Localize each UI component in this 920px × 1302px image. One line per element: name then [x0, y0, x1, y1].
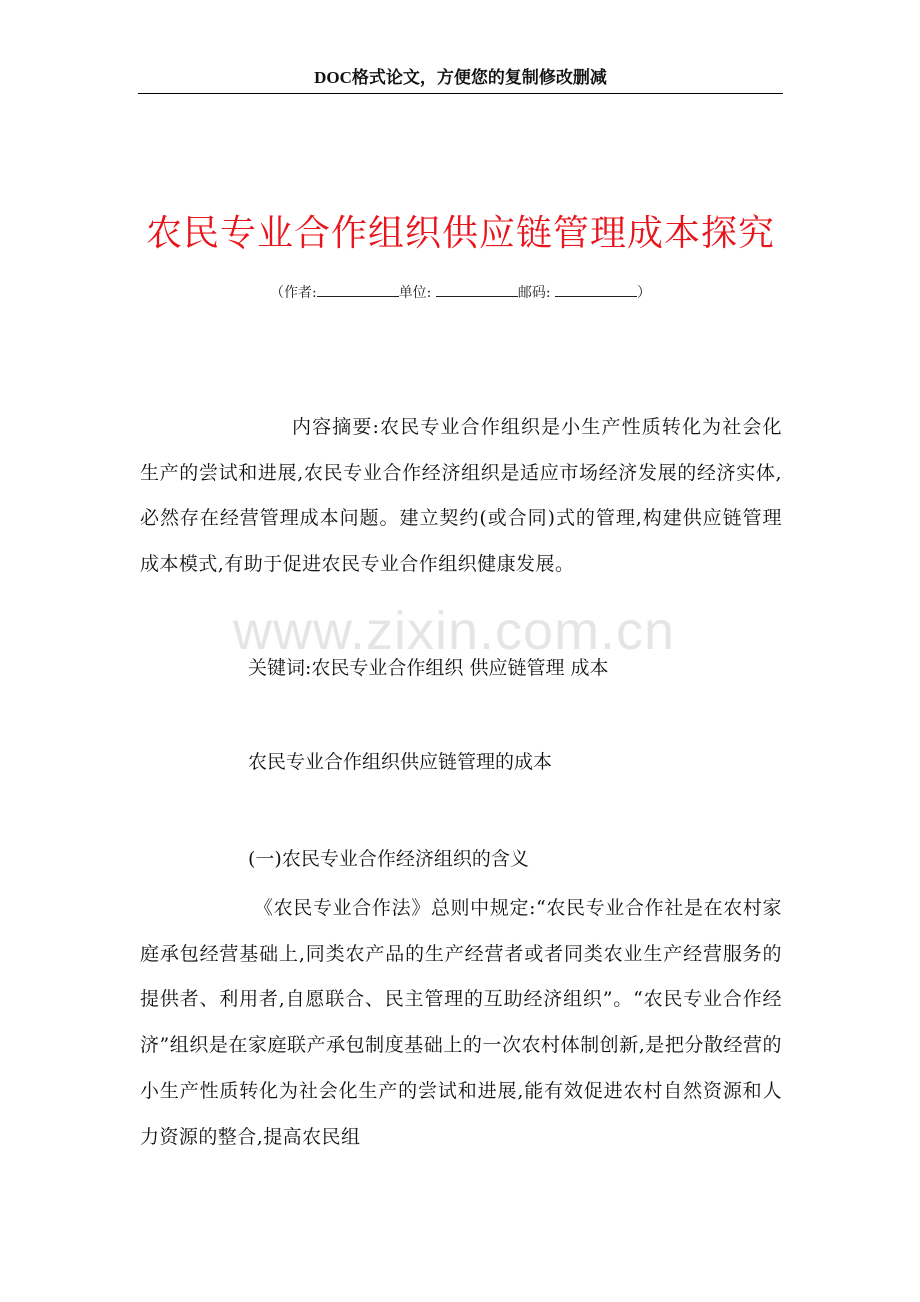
document-title: 农民专业合作组织供应链管理成本探究	[145, 213, 775, 254]
byline-open: （作者:	[269, 285, 317, 301]
byline-postcode-label: 邮码:	[517, 285, 556, 301]
site-watermark: www.zixin.com.cn	[233, 601, 676, 661]
document-header: DOC格式论文，方便您的复制修改删减	[314, 68, 607, 87]
body-paragraph: 《农民专业合作法》总则中规定:“农民专业合作社是在农村家庭承包经营基础上,同类农产品的生产经营者或者同类农业生产经营服务的提供者、利用者,自愿联合、民主管理的互助经济组织”。“农民专业合作经济”组织是在家庭联产承包制度基础上的一次农村体制创新,是把分散经营的小生产性质转化为社会化生产的尝试和进展,能有效促进农村自然资源和人力资源的整合,提高农民组	[140, 897, 782, 1148]
author-blank	[317, 282, 399, 297]
abstract-paragraph: 内容摘要:农民专业合作组织是小生产性质转化为社会化生产的尝试和进展,农民专业合作经济组织是适应市场经济发展的经济实体,必然存在经营管理成本问题。建立契约(或合同)式的管理,构建供应链管理成本模式,有助于促进农民专业合作组织健康发展。	[140, 416, 782, 576]
subsection-heading: (一)农民专业合作经济组织的含义	[248, 848, 529, 870]
postcode-blank	[555, 282, 637, 297]
byline-unit-label: 单位:	[398, 285, 436, 301]
header-divider	[138, 93, 783, 94]
section-heading: 农民专业合作组织供应链管理的成本	[248, 751, 553, 773]
unit-blank	[436, 282, 518, 297]
author-byline	[138, 282, 783, 303]
keywords-line: 关键词:农民专业合作组织 供应链管理 成本	[248, 657, 609, 679]
byline-close: ）	[637, 285, 652, 301]
